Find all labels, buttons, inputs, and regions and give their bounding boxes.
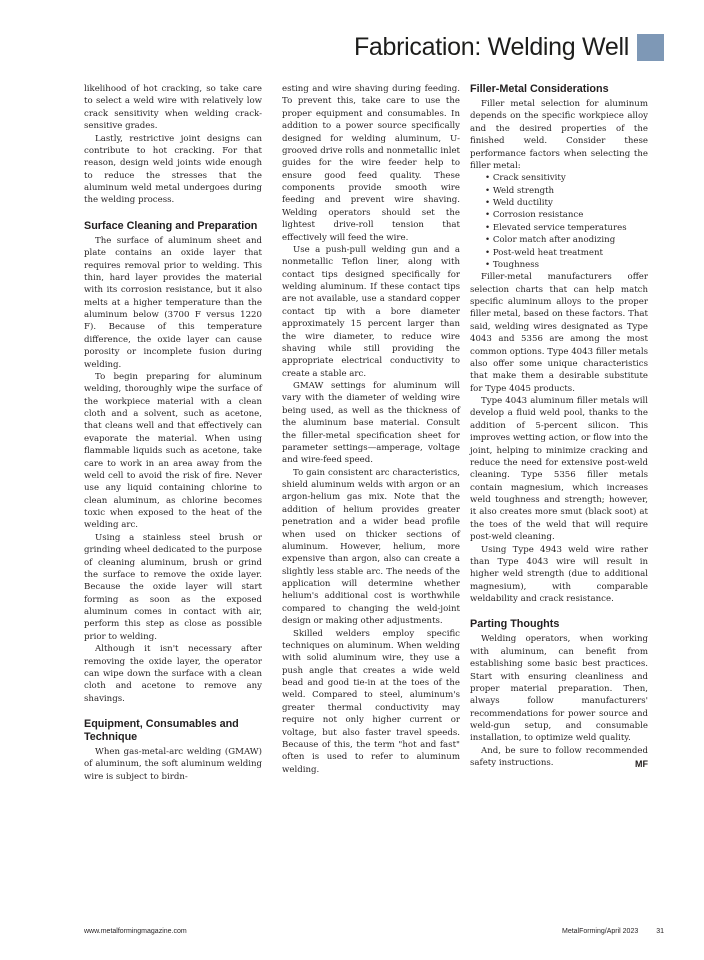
performance-factor-list — [470, 172, 648, 271]
paragraph: GMAW settings for aluminum will vary with the diameter of welding wire being used, as well as the thickness of the aluminum base material. Consult the filler-metal specification sheet for parameter settings—amperage, voltage and wire-feed speed. — [282, 381, 460, 466]
paragraph: Filler-metal manufacturers offer selection charts that can help match specific aluminum alloys to the proper filler metal, based on these factors. That said, welding wires designated as Type 4043 and 5356 are among the most common options. Type 4043 filler metals also offer some unique characteristics that make them a desirable substitute for Type 4045 products. — [470, 272, 648, 394]
paragraph: Use a push-pull welding gun and a nonmetallic Teflon liner, along with contact tips designed specifically for welding aluminum. If these contact tips are not available, use a standard copper contact tip with a bore diameter approximately 15 percent larger than the wire diameter, to reduce wire shaving while still providing the appropriate electrical conductivity to create a stable arc. — [282, 244, 460, 379]
paragraph: Using Type 4943 weld wire rather than Type 4043 wire will result in higher weld strength (due to additional magnesium), with comparable weldability and crack resistance. — [470, 544, 648, 604]
paragraph: Although it isn't necessary after removing the oxide layer, the operator can wipe down the surface with a clean cloth and acetone to remove any shavings. — [84, 644, 262, 704]
section-heading-surface-cleaning: Surface Cleaning and Preparation — [84, 219, 258, 232]
paragraph: likelihood of hot cracking, so take care to select a weld wire with relatively low crack sensitivity when welding crack-sensitive grades. — [84, 84, 262, 132]
page-number: 31 — [656, 928, 664, 935]
section-heading-filler-metal: Filler-Metal Considerations — [470, 83, 609, 95]
column-3 — [470, 83, 648, 771]
section-heading-parting-thoughts: Parting Thoughts — [470, 618, 560, 631]
paragraph: Using a stainless steel brush or grinding wheel dedicated to the purpose of cleaning aluminum, brush or grind the surface to remove the oxide layer. Because the oxide layer will start forming as soon as the exposed aluminum comes in contact with air, perform this step as close as possible prior to welding. — [84, 532, 262, 642]
list-item: • Corrosion resistance — [485, 209, 648, 221]
column-1 — [84, 83, 262, 783]
list-item: • Elevated service temperatures — [485, 222, 648, 234]
list-item: • Color match after anodizing — [485, 234, 648, 246]
section-color-block — [637, 34, 664, 61]
list-item: • Weld strength — [485, 185, 648, 197]
footer-publication: MetalForming/April 2023 — [561, 928, 639, 935]
section-heading-equipment: Equipment, Consumables and Technique — [84, 718, 239, 743]
footer-website-url: www.metalformingmagazine.com — [84, 928, 187, 935]
paragraph: To begin preparing for aluminum welding, thoroughly wipe the surface of the workpiece material with a clean cloth and a solvent, such as acetone, that cleans well and that effectively can evaporate the material. When using flammable liquids such as acetone, take care to work in an area away from the weld cell to avoid the risk of fire. Never use any liquid containing chlorine to clean aluminum, as chlorine becomes toxic when exposed to the heat of the welding arc. — [84, 371, 262, 531]
paragraph: Filler metal selection for aluminum depends on the specific workpiece alloy and the desired properties of the finished weld. Consider these performance factors when selecting the filler metal: — [470, 99, 648, 171]
paragraph: Welding operators, when working with aluminum, can benefit from establishing some basic best practices. Start with ensuring cleanliness and proper material preparation. Then, always follow manufacturers' recommendations for power source and weld-gun setup, and consumable installation, to optimize weld quality. — [470, 634, 648, 744]
list-item: • Crack sensitivity — [485, 172, 648, 184]
list-item: • Toughness — [485, 259, 648, 271]
paragraph: Lastly, restrictive joint designs can contribute to hot cracking. For that reason, design weld joints wide enough to reduce the stresses that the aluminum weld metal undergoes during the welding process. — [84, 133, 262, 206]
list-item: • Post-weld heat treatment — [485, 247, 648, 259]
list-item: • Weld ductility — [485, 197, 648, 209]
paragraph: Type 4043 aluminum filler metals will develop a fluid weld pool, thanks to the addition of 5-percent silicon. This improves wetting action, or flow into the joint, helping to minimize cracking and reduce the need for extensive post-weld cleaning. Type 5356 filler metals contain magnesium, which increases weld toughness and strength; however, it also creates more smut (black soot) at the toes of the weld that will require post-weld cleaning. — [470, 396, 648, 543]
footer-right — [562, 928, 664, 935]
section-title: Fabrication: Welding Well — [353, 32, 629, 61]
column-2 — [282, 83, 460, 776]
paragraph: esting and wire shaving during feeding. To prevent this, take care to use the proper equipment and consumables. In addition to a power source specifically designed for welding aluminum, U-grooved drive rolls and nonmetallic inlet guides for the wire feeder help to ensure good feed quality. These components provide smooth wire feeding and prevent wire shaving. Welding operators should set the lightest drive-roll tension that effectively will feed the wire. — [282, 84, 460, 243]
paragraph: When gas-metal-arc welding (GMAW) of aluminum, the soft aluminum welding wire is subject to birdn- — [84, 747, 262, 782]
final-sentence: And, be sure to follow recommended safety instructions. — [470, 745, 648, 769]
page-header — [354, 30, 664, 64]
paragraph: Skilled welders employ specific techniques on aluminum. When welding with solid aluminum wire, they use a push angle that creates a wide weld bead and good tie-in at the toes of the weld. Compared to steel, aluminum's greater thermal conductivity may require not only higher current or voltage, but also faster travel speeds. Because of this, the term "hot and fast" often is used to refer to aluminum welding. — [282, 628, 460, 775]
end-mark: MF — [635, 759, 648, 770]
paragraph-final — [470, 745, 648, 770]
paragraph: To gain consistent arc characteristics, shield aluminum welds with argon or an argon-helium gas mix. Note that the addition of helium provides greater penetration and a wider bead profile when used on thicker sections of aluminum. However, helium, more expensive than argon, also can create a slightly less stable arc. The needs of the application will determine whether helium's additional cost is worthwhile compared to changing the weld-joint design or making other adjustments. — [282, 467, 460, 627]
paragraph: The surface of aluminum sheet and plate contains an oxide layer that requires removal prior to welding. This thin, hard layer provides the material with its corrosion resistance, but it also melts at a higher temperature than the aluminum below (3700 F versus 1220 F). Because of this temperature difference, the oxide layer can cause porosity or incomplete fusion during welding. — [84, 235, 262, 370]
